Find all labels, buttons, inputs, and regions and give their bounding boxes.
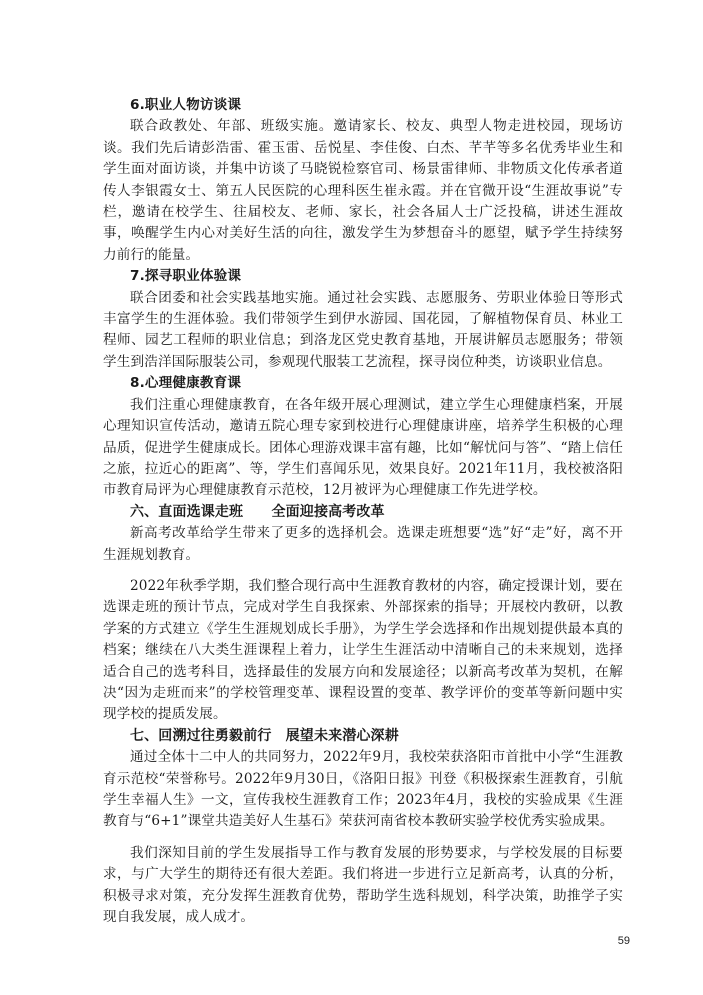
page-number: 59	[617, 935, 630, 947]
paragraph-gap	[103, 566, 623, 576]
section-heading-career-experience: 7.探寻职业体验课	[130, 268, 242, 285]
paragraph: 通过全体十二中人的共同努力，2022年9月，我校荣获洛阳市首批中小学“生涯教育示范校“荣誉称号。2022年9月30日，《洛阳日报》刊登《积极探索生涯教育，引航学生幸福人生》一文，宣传我校生涯教育工作；2023年4月，我校的实验成果《生涯教育与“6+1”课堂共造美好人生基石》荣获河南省校本教研实验学校优秀实验成果。	[103, 749, 623, 830]
paragraph: 2022年秋季学期，我们整合现行高中生涯教育教材的内容，确定授课计划，要在选课走班的预计节点，完成对学生自我探索、外部探索的指导；开展校内教研，以教学案的方式建立《学生生涯规划成长手册》，为学生学会选择和作出规划提供最本真的档案；继续在八大类生涯课程上着力，让学生生涯活动中清晰自己的未来规划，选择适合自己的选考科目，选择最佳的发展方向和发展途径；以新高考改革为契机，在解决“因为走班而来”的学校管理变革、课程设置的变革、教学评价的变革等新问题中实现学校的提质发展。	[103, 577, 623, 723]
section-heading-mental-health: 8.心理健康教育课	[130, 375, 242, 392]
paragraph: 联合团委和社会实践基地实施。通过社会实践、志愿服务、劳职业体验日等形式丰富学生的生涯体验。我们带领学生到伊水游园、国花园，了解植物保育员、林业工程师、园艺工程师的职业信息；到洛龙区党史教育基地，开展讲解员志愿服务；带领学生到浩洋国际服装公司，参观现代服装工艺流程，探寻岗位种类，访谈职业信息。	[103, 289, 623, 370]
paragraph: 我们注重心理健康教育，在各年级开展心理测试，建立学生心理健康档案，开展心理知识宣传活动，邀请五院心理专家到校进行心理健康讲座，培养学生积极的心理品质，促进学生健康成长。团体心理游戏课丰富有趣，比如“解忧问与答”、“踏上信任之旅，拉近心的距离”、等，学生们喜闻乐见，效果良好。2021年11月，我校被洛阳市教育局评为心理健康教育示范校，12月被评为心理健康工作先进学校。	[103, 396, 623, 499]
page-content	[103, 95, 623, 928]
section-heading-course-selection: 六、直面选课走班 全面迎接高考改革	[130, 503, 385, 520]
section-heading-retrospect: 七、回溯过往勇毅前行 展望未来潜心深耕	[130, 727, 399, 744]
paragraph-gap	[103, 833, 623, 843]
paragraph: 联合政教处、年部、班级实施。邀请家长、校友、典型人物走进校园，现场访谈。我们先后请彭浩雷、霍玉雷、岳悦星、李佳俊、白杰、芊芊等多名优秀毕业生和学生面对面访谈，并集中访谈了马晓锐检察官司、杨景雷律师、非物质文化传承者道传人李银霞女士、第五人民医院的心理科医生崔永霞。并在官微开设“生涯故事说”专栏，邀请在校学生、往届校友、老师、家长，社会各届人士广泛投稿，讲述生涯故事，唤醒学生内心对美好生活的向往，激发学生为梦想奋斗的愿望，赋予学生持续努力前行的能量。	[103, 118, 623, 263]
paragraph: 我们深知目前的学生发展指导工作与教育发展的形势要求，与学校发展的目标要求，与广大学生的期待还有很大差距。我们将进一步进行立足新高考，认真的分析，积极寻求对策，充分发挥生涯教育优势，帮助学生选科规划，科学决策，助推学子实现自我发展，成人成才。	[103, 844, 623, 926]
paragraph: 新高考改革给学生带来了更多的选择机会。选课走班想要“选”好“走”好，离不开生涯规划教育。	[103, 525, 623, 563]
section-heading-career-interview: 6.职业人物访谈课	[130, 97, 242, 113]
